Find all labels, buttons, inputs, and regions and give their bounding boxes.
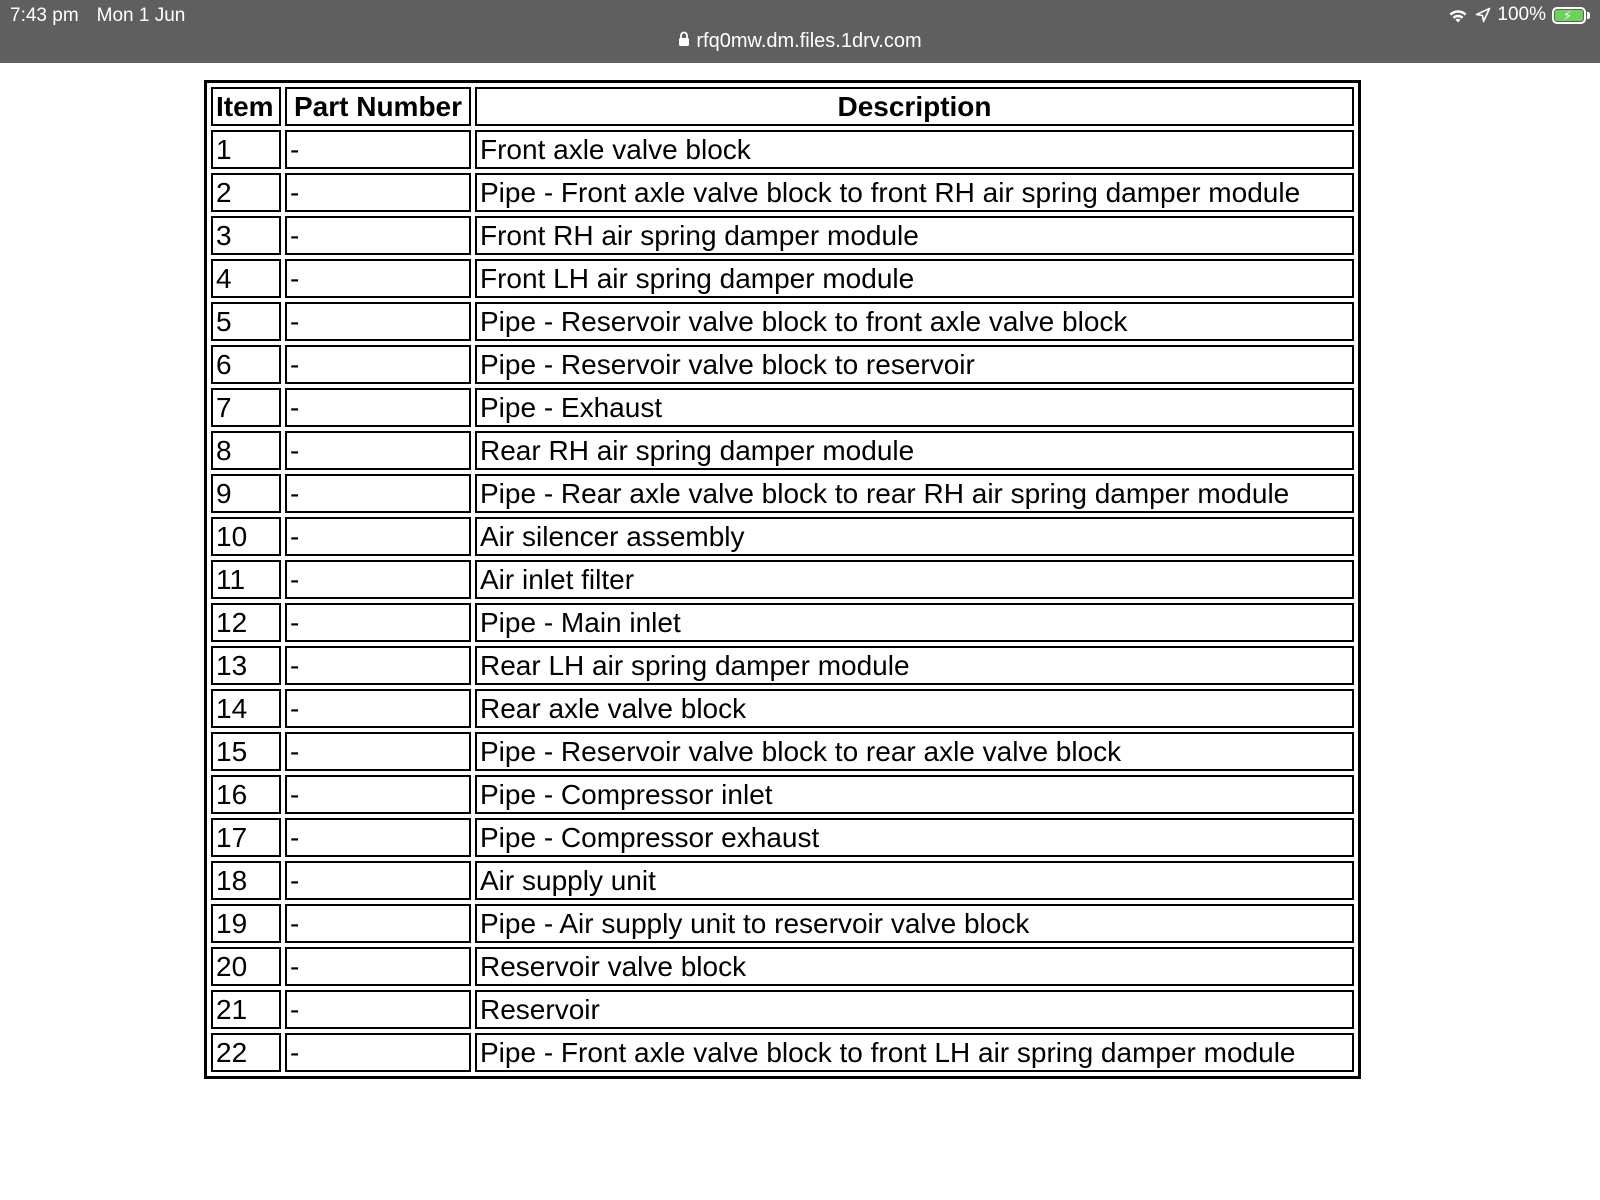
cell-description: Air inlet filter bbox=[475, 560, 1354, 599]
table-row bbox=[211, 775, 1354, 814]
cell-description: Front RH air spring damper module bbox=[475, 216, 1354, 255]
table-header-row bbox=[211, 87, 1354, 126]
location-arrow-icon bbox=[1475, 7, 1491, 23]
cell-part-number: - bbox=[285, 431, 471, 470]
header-item: Item bbox=[211, 87, 281, 126]
cell-description: Pipe - Air supply unit to reservoir valve block bbox=[475, 904, 1354, 943]
cell-item: 15 bbox=[211, 732, 281, 771]
cell-item: 10 bbox=[211, 517, 281, 556]
table-row bbox=[211, 646, 1354, 685]
cell-part-number: - bbox=[285, 173, 471, 212]
cell-description: Reservoir bbox=[475, 990, 1354, 1029]
cell-description: Front axle valve block bbox=[475, 130, 1354, 169]
cell-description: Rear LH air spring damper module bbox=[475, 646, 1354, 685]
table-row bbox=[211, 904, 1354, 943]
table-row bbox=[211, 818, 1354, 857]
status-date: Mon 1 Jun bbox=[96, 5, 186, 26]
cell-item: 21 bbox=[211, 990, 281, 1029]
table-row bbox=[211, 130, 1354, 169]
table-row bbox=[211, 474, 1354, 513]
table-row bbox=[211, 259, 1354, 298]
cell-item: 2 bbox=[211, 173, 281, 212]
address-bar[interactable] bbox=[0, 30, 1600, 53]
cell-description: Pipe - Reservoir valve block to reservoir bbox=[475, 345, 1354, 384]
cell-part-number: - bbox=[285, 646, 471, 685]
table-row bbox=[211, 345, 1354, 384]
parts-table bbox=[204, 80, 1361, 1079]
table-row bbox=[211, 173, 1354, 212]
cell-description: Air supply unit bbox=[475, 861, 1354, 900]
cell-description: Pipe - Front axle valve block to front RH air spring damper module bbox=[475, 173, 1354, 212]
cell-item: 12 bbox=[211, 603, 281, 642]
table-row bbox=[211, 861, 1354, 900]
cell-part-number: - bbox=[285, 216, 471, 255]
cell-part-number: - bbox=[285, 259, 471, 298]
cell-description: Pipe - Compressor inlet bbox=[475, 775, 1354, 814]
table-row bbox=[211, 388, 1354, 427]
cell-part-number: - bbox=[285, 990, 471, 1029]
cell-item: 4 bbox=[211, 259, 281, 298]
cell-part-number: - bbox=[285, 302, 471, 341]
cell-description: Air silencer assembly bbox=[475, 517, 1354, 556]
table-row bbox=[211, 1033, 1354, 1072]
cell-description: Reservoir valve block bbox=[475, 947, 1354, 986]
table-row bbox=[211, 302, 1354, 341]
table-row bbox=[211, 517, 1354, 556]
cell-item: 16 bbox=[211, 775, 281, 814]
cell-item: 14 bbox=[211, 689, 281, 728]
cell-description: Pipe - Front axle valve block to front LH air spring damper module bbox=[475, 1033, 1354, 1072]
cell-item: 7 bbox=[211, 388, 281, 427]
cell-part-number: - bbox=[285, 388, 471, 427]
table-row bbox=[211, 990, 1354, 1029]
cell-part-number: - bbox=[285, 947, 471, 986]
battery-charging-icon: ⚡ bbox=[1552, 7, 1586, 24]
table-row bbox=[211, 216, 1354, 255]
cell-description: Pipe - Main inlet bbox=[475, 603, 1354, 642]
table-row bbox=[211, 689, 1354, 728]
cell-part-number: - bbox=[285, 904, 471, 943]
table-row bbox=[211, 560, 1354, 599]
lock-icon bbox=[678, 30, 690, 53]
table-row bbox=[211, 603, 1354, 642]
cell-description: Pipe - Rear axle valve block to rear RH air spring damper module bbox=[475, 474, 1354, 513]
cell-description: Front LH air spring damper module bbox=[475, 259, 1354, 298]
cell-item: 5 bbox=[211, 302, 281, 341]
cell-description: Pipe - Reservoir valve block to front axle valve block bbox=[475, 302, 1354, 341]
table-row bbox=[211, 947, 1354, 986]
status-bar bbox=[0, 0, 1600, 63]
cell-part-number: - bbox=[285, 603, 471, 642]
cell-part-number: - bbox=[285, 732, 471, 771]
cell-item: 18 bbox=[211, 861, 281, 900]
cell-item: 19 bbox=[211, 904, 281, 943]
cell-description: Pipe - Compressor exhaust bbox=[475, 818, 1354, 857]
cell-part-number: - bbox=[285, 130, 471, 169]
status-right bbox=[1447, 4, 1586, 26]
wifi-icon bbox=[1447, 7, 1469, 24]
cell-part-number: - bbox=[285, 1033, 471, 1072]
cell-part-number: - bbox=[285, 474, 471, 513]
status-left bbox=[10, 5, 185, 27]
cell-part-number: - bbox=[285, 560, 471, 599]
cell-description: Rear axle valve block bbox=[475, 689, 1354, 728]
cell-item: 11 bbox=[211, 560, 281, 599]
cell-item: 17 bbox=[211, 818, 281, 857]
cell-description: Pipe - Exhaust bbox=[475, 388, 1354, 427]
status-time: 7:43 pm bbox=[10, 5, 79, 26]
cell-part-number: - bbox=[285, 345, 471, 384]
table-row bbox=[211, 431, 1354, 470]
cell-item: 3 bbox=[211, 216, 281, 255]
cell-item: 8 bbox=[211, 431, 281, 470]
url-text[interactable]: rfq0mw.dm.files.1drv.com bbox=[696, 30, 922, 52]
cell-part-number: - bbox=[285, 775, 471, 814]
cell-part-number: - bbox=[285, 517, 471, 556]
header-description: Description bbox=[475, 87, 1354, 126]
cell-item: 1 bbox=[211, 130, 281, 169]
cell-part-number: - bbox=[285, 818, 471, 857]
cell-item: 13 bbox=[211, 646, 281, 685]
cell-part-number: - bbox=[285, 861, 471, 900]
header-part-number: Part Number bbox=[285, 87, 471, 126]
cell-description: Pipe - Reservoir valve block to rear axle valve block bbox=[475, 732, 1354, 771]
cell-part-number: - bbox=[285, 689, 471, 728]
cell-description: Rear RH air spring damper module bbox=[475, 431, 1354, 470]
cell-item: 6 bbox=[211, 345, 281, 384]
cell-item: 20 bbox=[211, 947, 281, 986]
battery-percent: 100% bbox=[1497, 4, 1546, 25]
parts-table-container bbox=[204, 80, 1361, 1079]
cell-item: 22 bbox=[211, 1033, 281, 1072]
table-row bbox=[211, 732, 1354, 771]
cell-item: 9 bbox=[211, 474, 281, 513]
